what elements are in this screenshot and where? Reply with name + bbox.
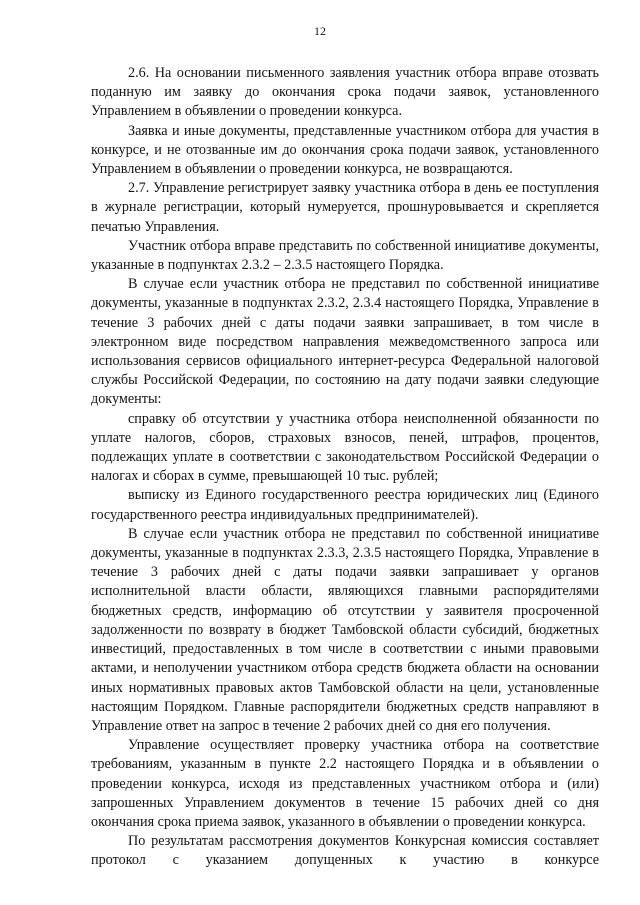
paragraph-own-initiative: Участник отбора вправе представить по собственной инициативе документы, указанные в подпунктах 2.3.2 – 2.3.5 настоящего Порядка. xyxy=(91,237,599,274)
document-body xyxy=(91,64,599,871)
paragraph-commission-protocol: По результатам рассмотрения документов Конкурсная комиссия составляет протокол с указанием допущенных к участию в конкурсе xyxy=(91,833,599,869)
paragraph-registry-extract: выписку из Единого государственного реестра юридических лиц (Единого государственного реестра индивидуальных предпринимателей). xyxy=(91,487,599,523)
paragraph-budget-request: В случае если участник отбора не представил по собственной инициативе документы, указанные в подпунктах 2.3.3, 2.3.5 настоящего Порядка, Управление в течение 3 рабочих дней с даты подачи заявки запрашивает у органов исполнительной власти области, являющихся главными распорядителями бюджетных средств, информацию об отсутствии у заявителя просроченной задолженности по возврату в бюджет Тамбовской области субсидий, бюджетных инвестиций, предоставленных в том числе в соответствии с иными правовыми актами, и неполучении участником отбора средств бюджета области на основании иных нормативных правовых актов Тамбовской области на цели, установленные настоящим Порядком. Главные распорядители бюджетных средств направляют в Управление ответ на запрос в течение 2 рабочих дней со дня его получения. xyxy=(91,525,599,734)
paragraph-documents-not-returned: Заявка и иные документы, представленные участником отбора для участия в конкурсе, и не отозванные им до окончания срока подачи заявок, установленного Управлением в объявлении о проведении конкурса, не возвращаются. xyxy=(91,122,599,178)
paragraph-tax-certificate: справку об отсутствии у участника отбора неисполненной обязанности по уплате налогов, сборов, страховых взносов, пеней, штрафов, процентов, подлежащих уплате в соответствии с законодательством Российской Федерации о налогах и сборах в сумме, превышающей 10 тыс. рублей; xyxy=(91,410,599,485)
page-number: 12 xyxy=(314,24,326,38)
paragraph-2-6-withdrawal: 2.6. На основании письменного заявления участник отбора вправе отозвать поданную им заявку до окончания срока подачи заявок, установленного Управлением в объявлении о проведении конкурса. xyxy=(91,65,599,120)
paragraph-tax-request: В случае если участник отбора не представил по собственной инициативе документы, указанные в подпунктах 2.3.2, 2.3.4 настоящего Порядка, Управление в течение 3 рабочих дней с даты подачи заявки запрашивает, в том числе в электронном виде посредством направления межведомственного запроса или использования сервисов официального интернет-ресурса Федеральной налоговой службы Российской Федерации, по состоянию на дату подачи заявки следующие документы: xyxy=(91,276,599,408)
paragraph-verification: Управление осуществляет проверку участника отбора на соответствие требованиям, указанным в пункте 2.2 настоящего Порядка и в объявлении о проведении конкурса, исходя из представленных участником отбора и (или) запрошенных Управлением документов в течение 15 рабочих дней со дня окончания срока приема заявок, указанного в объявлении о проведении конкурса. xyxy=(91,737,599,830)
paragraph-2-7-registration: 2.7. Управление регистрирует заявку участника отбора в день ее поступления в журнале регистрации, который нумеруется, прошнуровывается и скрепляется печатью Управления. xyxy=(91,180,599,235)
